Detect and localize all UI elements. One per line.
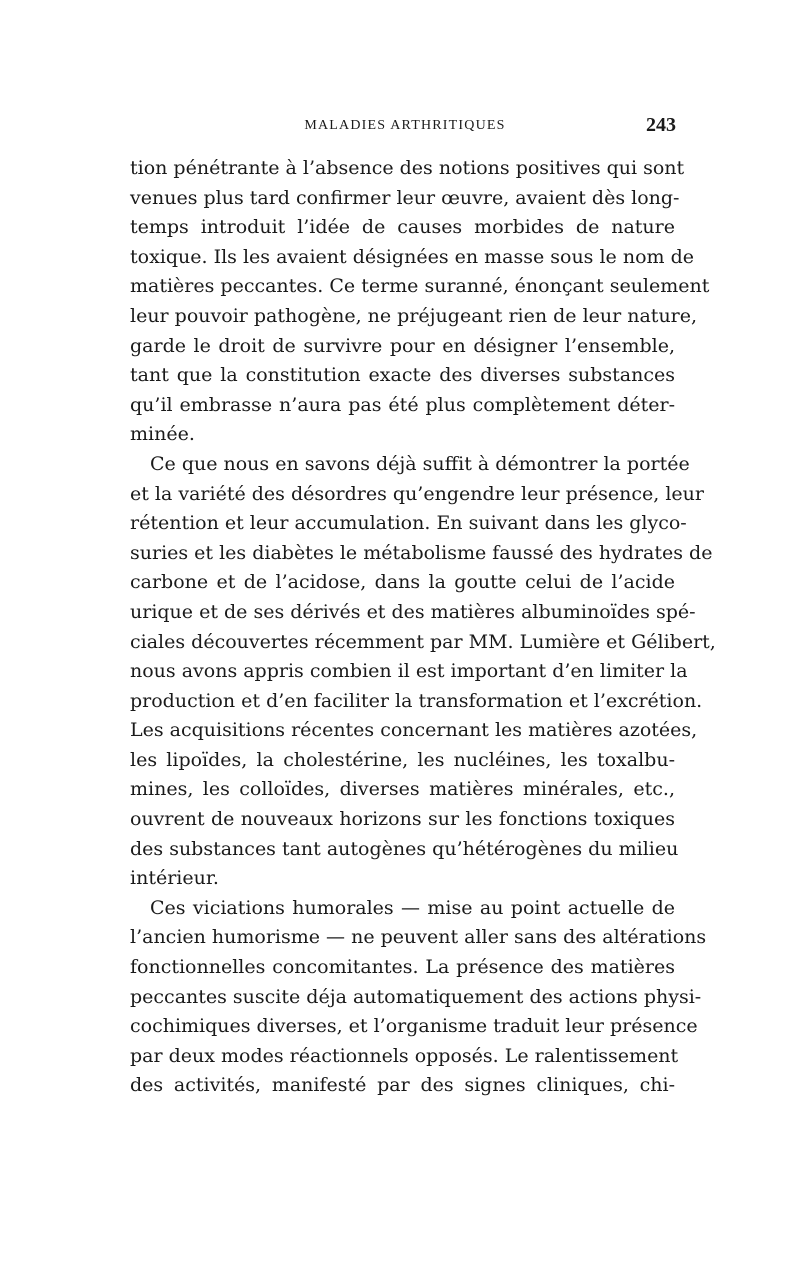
text-line: des activités, manifesté par des signes cliniques, chi-	[130, 1074, 675, 1097]
paragraph-start-line: Ces viciations humorales — mise au point actuelle de	[150, 896, 675, 919]
running-head: MALADIES ARTHRITIQUES	[304, 118, 506, 133]
text-line: des substances tant autogènes qu’hétérogènes du milieu	[130, 837, 679, 860]
text-line: venues plus tard confirmer leur œuvre, avaient dès long-	[130, 186, 680, 209]
text-line: tant que la constitution exacte des diverses substances	[130, 364, 675, 387]
text-line: ouvrent de nouveaux horizons sur les fonctions toxiques	[130, 808, 675, 831]
page-header	[130, 114, 680, 142]
text-line: suries et les diabètes le métabolisme faussé des hydrates de	[130, 541, 713, 564]
paragraph-start-line: Ce que nous en savons déjà suffit à démontrer la portée	[150, 452, 690, 475]
body-text	[130, 154, 716, 1101]
text-line: et la variété des désordres qu’engendre leur présence, leur	[130, 482, 704, 505]
text-line: ciales découvertes récemment par MM. Lumière et Gélibert,	[130, 630, 716, 653]
text-line: carbone et de l’acidose, dans la goutte celui de l’acide	[130, 571, 675, 594]
text-line: nous avons appris combien il est important d’en limiter la	[130, 660, 688, 683]
text-line: fonctionnelles concomitantes. La présence des matières	[130, 956, 675, 979]
text-line: rétention et leur accumulation. En suivant dans les glyco-	[130, 512, 687, 535]
text-line: toxique. Ils les avaient désignées en masse sous le nom de	[130, 245, 694, 268]
text-line: matières peccantes. Ce terme suranné, énonçant seulement	[130, 275, 710, 298]
text-line: production et d’en faciliter la transformation et l’excrétion.	[130, 689, 703, 712]
text-line: par deux modes réactionnels opposés. Le ralentissement	[130, 1044, 679, 1067]
text-line: les lipoïdes, la cholestérine, les nucléines, les toxalbu-	[130, 748, 675, 771]
text-line: l’ancien humorisme — ne peuvent aller sans des altérations	[130, 926, 707, 949]
text-line: tion pénétrante à l’absence des notions positives qui sont	[130, 157, 685, 179]
text-line: peccantes suscite déja automatiquement des actions physi-	[130, 985, 702, 1008]
text-line: intérieur.	[130, 867, 219, 890]
text-line: cochimiques diverses, et l’organisme traduit leur présence	[130, 1015, 698, 1038]
text-line: urique et de ses dérivés et des matières albuminoïdes spé-	[130, 600, 696, 623]
text-line: temps introduit l’idée de causes morbides de nature	[130, 216, 675, 239]
page-number: 243	[646, 114, 676, 136]
text-line: Les acquisitions récentes concernant les matières azotées,	[130, 719, 698, 742]
text-line: mines, les colloïdes, diverses matières minérales, etc.,	[130, 778, 675, 801]
text-line: leur pouvoir pathogène, ne préjugeant rien de leur nature,	[130, 304, 698, 327]
text-line: qu’il embrasse n’aura pas été plus complètement déter-	[130, 393, 675, 416]
text-line: minée.	[130, 423, 195, 446]
text-line: garde le droit de survivre pour en désigner l’ensemble,	[130, 334, 675, 357]
